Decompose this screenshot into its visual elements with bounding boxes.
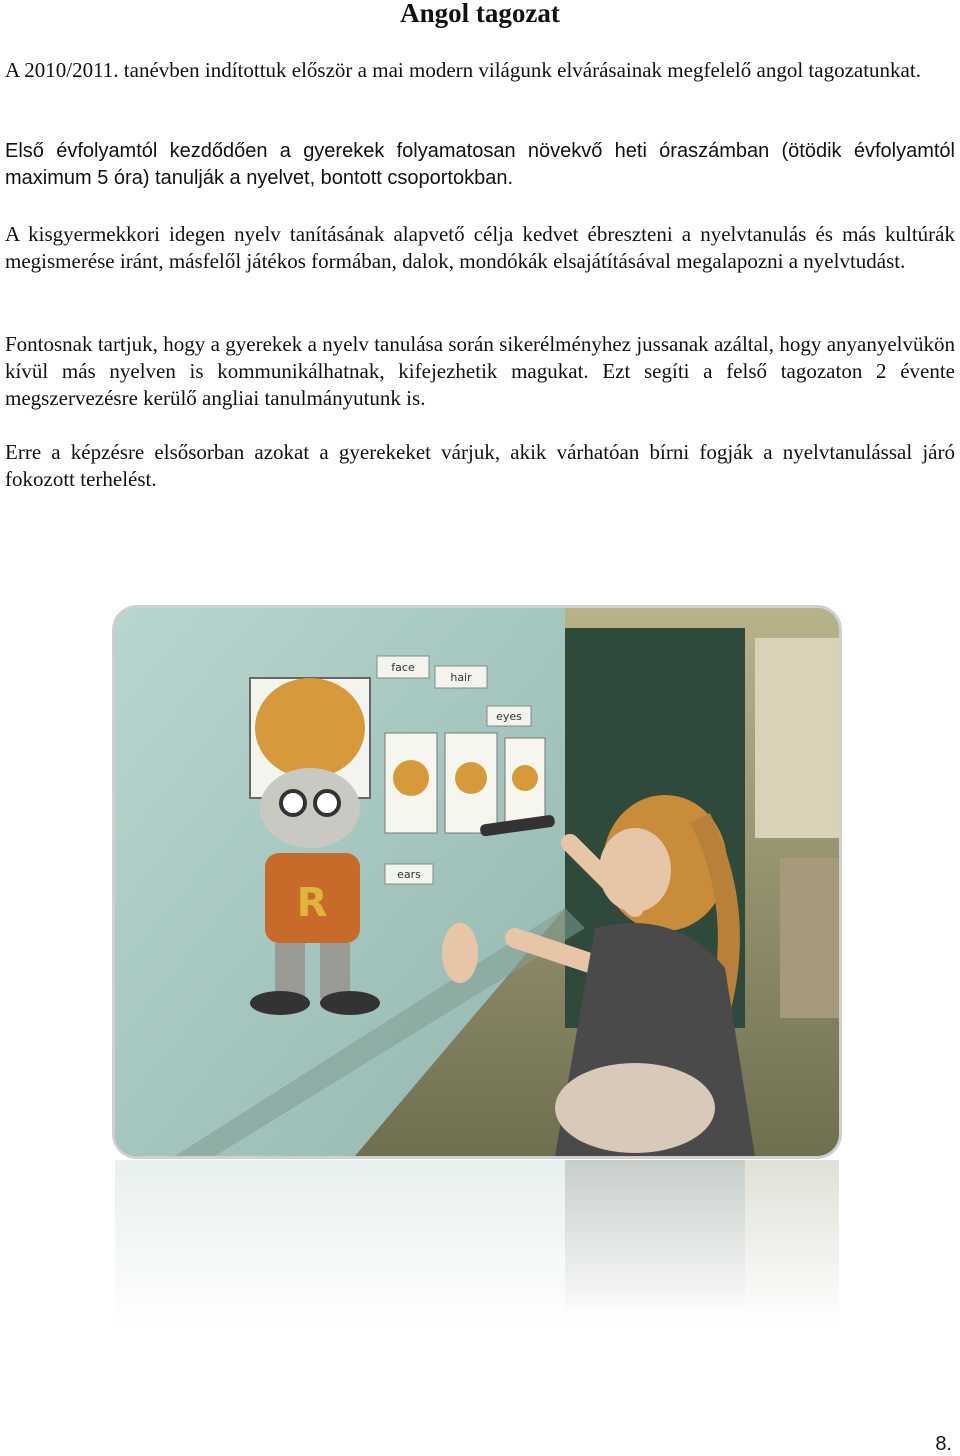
reflection-fade	[115, 1160, 839, 1325]
paragraph-goal: A kisgyermekkori idegen nyelv tanításának alapvető célja kedvet ébreszteni a nyelvtanulás és más kultúrák megismerése iránt, másfelől játékos formában, dalok, mondókák elsajátításával megalapozni a nyelvtudást.	[5, 222, 955, 273]
word-card-hair-label: hair	[450, 671, 472, 684]
classroom-photo-illustration	[115, 608, 839, 1156]
paragraph-expectations: Erre a képzésre elsősorban azokat a gyerekeket várjuk, akik várhatóan bírni fogják a nyelvtanulással járó fokozott terhelést.	[5, 440, 955, 491]
window	[755, 638, 839, 838]
word-card-eyes-label: eyes	[496, 710, 522, 723]
page-number: 8.	[935, 1433, 952, 1455]
photo-reflection	[115, 1160, 839, 1325]
shirt-letter: R	[296, 880, 328, 926]
page-title: Angol tagozat	[400, 0, 560, 28]
word-card-face-label: face	[391, 661, 415, 674]
cabinet	[780, 858, 839, 1018]
paragraph-intro: A 2010/2011. tanévben indítottuk először a mai modern világunk elvárásainak megfelelő angol tagozatunkat.	[5, 58, 921, 82]
paragraph-grades: Első évfolyamtól kezdődően a gyerekek folyamatosan növekvő heti óraszámban (ötödik évfolyamtól maximum 5 óra) tanulják a nyelvet, bontott csoportokban.	[5, 140, 955, 189]
word-card-ears-label: ears	[397, 868, 421, 881]
picture-cards	[385, 733, 545, 833]
paragraph-success: Fontosnak tartjuk, hogy a gyerekek a nyelv tanulása során sikerélményhez jussanak azáltal, hogy anyanyelvükön kívül más nyelven is kommunikálhatnak, kifejezhetik magukat. Ezt segíti a felső tagozaton 2 évente megszervezésre kerülő angliai tanulmányutunk is.	[5, 332, 955, 410]
classroom-photo	[115, 608, 839, 1156]
